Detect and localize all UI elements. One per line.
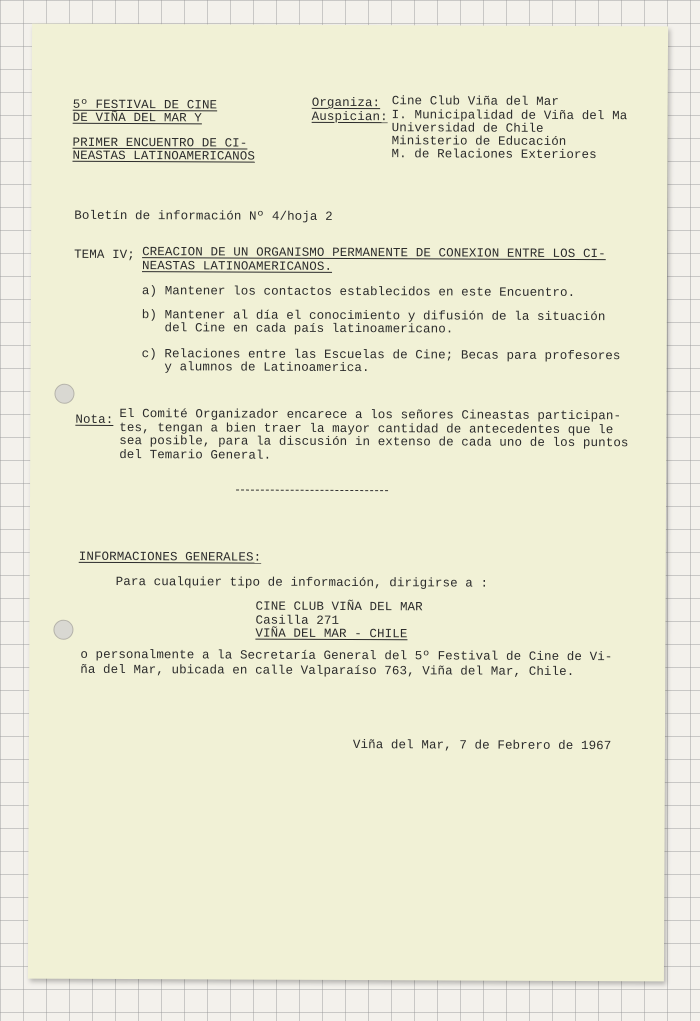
nota-line-4: del Temario General. xyxy=(119,448,272,463)
tema-item-b-line2: del Cine en cada país latinoamericano. xyxy=(141,321,454,337)
tema-item-c-line1: c) Relaciones entre las Escuelas de Cine; Becas para profesores xyxy=(141,347,621,364)
informaciones-title: INFORMACIONES GENERALES: xyxy=(78,549,262,565)
encuentro-title-line1: PRIMER ENCUENTRO DE CI- xyxy=(72,135,248,151)
punch-hole-bottom xyxy=(53,620,73,640)
auspician-value-1: I. Municipalidad de Viña del Ma xyxy=(391,108,628,124)
auspician-value-3: Ministerio de Educación xyxy=(391,134,567,149)
organiza-label: Organiza: xyxy=(311,95,381,111)
encuentro-title-line2: NEASTAS LATINOAMERICANOS xyxy=(72,148,255,164)
tema-label: TEMA IV; xyxy=(74,247,135,263)
tema-title-line1: CREACION DE UN ORGANISMO PERMANENTE DE CONEXION ENTRE LOS CI- xyxy=(142,245,606,262)
nota-label: Nota: xyxy=(75,412,114,427)
festival-title-line2: DE VIÑA DEL MAR Y xyxy=(72,110,202,126)
nota-line-2: tes, tengan a bien traer la mayor cantidad de antecedentes que le xyxy=(119,421,614,438)
nota-line-1: El Comité Organizador encarece a los señores Cineastas participan- xyxy=(119,407,622,424)
nota-line-3: sea posible, para la discusión in extenso de cada uno de los puntos xyxy=(119,434,629,451)
auspician-value-2: Universidad de Chile xyxy=(391,121,544,136)
boletin-line: Boletín de información Nº 4/hoja 2 xyxy=(74,208,333,224)
informaciones-intro: Para cualquier tipo de información, dirigirse a : xyxy=(115,574,489,591)
tema-item-c-line2: y alumnos de Latinoamerica. xyxy=(141,360,370,376)
auspician-label: Auspician: xyxy=(311,109,388,125)
festival-title-line1: 5º FESTIVAL DE CINE xyxy=(72,97,218,113)
tema-item-a: a) Mantener los contactos establecidos en este Encuentro. xyxy=(141,284,576,300)
address-line-3: VIÑA DEL MAR - CHILE xyxy=(255,626,408,642)
auspician-value-4: M. de Relaciones Exteriores xyxy=(391,147,597,163)
tema-title-line2: NEASTAS LATINOAMERICANOS. xyxy=(141,259,333,274)
address-line-1: CINE CLUB VIÑA DEL MAR xyxy=(255,599,423,615)
address-line-2: Casilla 271 xyxy=(255,613,340,628)
punch-hole-top xyxy=(54,384,74,404)
section-divider xyxy=(236,490,388,492)
closing-date: Viña del Mar, 7 de Febrero de 1967 xyxy=(352,738,612,754)
document-page xyxy=(28,24,668,982)
personal-line-1: o personalmente a la Secretaría General del 5º Festival de Cine de Vi- xyxy=(80,647,613,665)
organiza-value: Cine Club Viña del Mar xyxy=(391,94,560,109)
tema-item-b-line1: b) Mantener al día el conocimiento y difusión de la situación xyxy=(141,308,606,325)
personal-line-2: ña del Mar, ubicada en calle Valparaíso 763, Viña del Mar, Chile. xyxy=(80,662,575,679)
